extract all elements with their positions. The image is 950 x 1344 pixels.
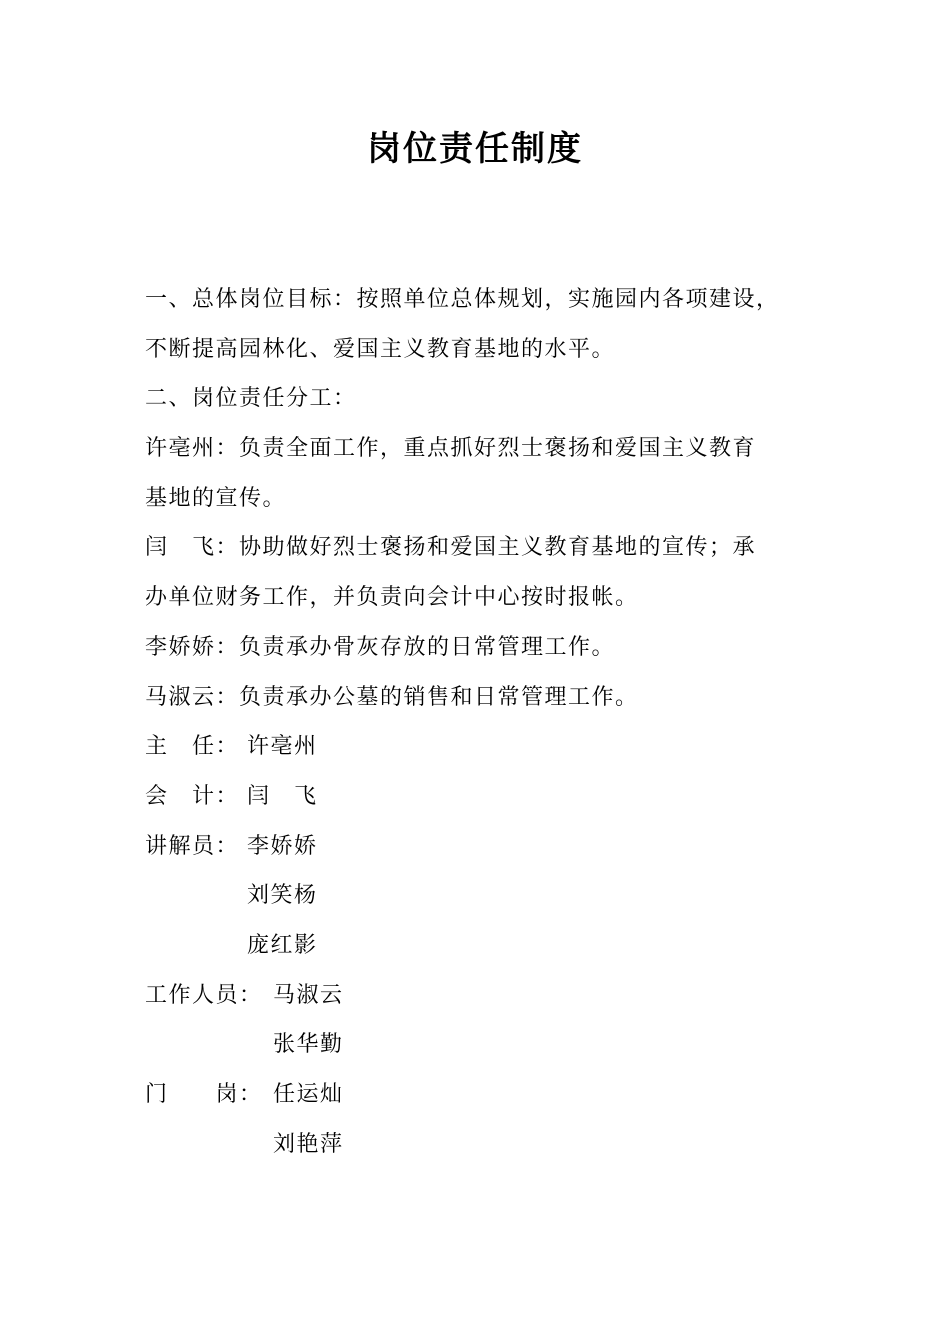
role-accountant — [145, 772, 815, 822]
role-name: 马淑云 — [273, 982, 344, 1008]
duty-yan-line-1: 闫 飞：协助做好烈士褒扬和爱国主义教育基地的宣传；承 — [145, 535, 757, 561]
duty-li-line-1: 李娇娇：负责承办骨灰存放的日常管理工作。 — [145, 634, 616, 660]
division-heading: 二、岗位责任分工： — [145, 386, 357, 412]
duty-yan-line-2: 办单位财务工作，并负责向会计中心按时报帐。 — [145, 585, 639, 611]
role-name: 许亳州 — [247, 734, 318, 760]
role-staff — [145, 971, 815, 1021]
document-body — [145, 275, 815, 1169]
role-guide-name-3: 庞红影 — [247, 932, 318, 958]
role-gate-name-2: 刘艳萍 — [273, 1131, 344, 1157]
role-name: 任运灿 — [273, 1082, 344, 1107]
role-name: 闫 飞 — [247, 783, 318, 809]
role-label: 门 岗： — [145, 1082, 263, 1107]
document-title: 岗位责任制度 — [367, 129, 583, 169]
role-guide — [145, 822, 815, 872]
role-label: 主 任： — [145, 734, 240, 760]
duty-ma-line-1: 马淑云：负责承办公墓的销售和日常管理工作。 — [145, 684, 639, 710]
role-name: 李娇娇 — [247, 833, 318, 859]
role-label: 会 计： — [145, 783, 240, 809]
role-gate — [145, 1070, 815, 1120]
role-label: 讲解员： — [145, 833, 240, 859]
role-staff-name-2: 张华勤 — [273, 1032, 344, 1058]
role-guide-name-2: 刘笑杨 — [247, 883, 318, 909]
role-director — [145, 722, 815, 772]
duty-xu-line-1: 许亳州：负责全面工作，重点抓好烈士褒扬和爱国主义教育 — [145, 436, 757, 462]
goal-line-1: 一、总体岗位目标：按照单位总体规划，实施园内各项建设， — [145, 287, 780, 312]
duty-xu-line-2: 基地的宣传。 — [145, 485, 287, 511]
goal-line-2: 不断提高园林化、爱国主义教育基地的水平。 — [145, 336, 616, 362]
role-label: 工作人员： — [145, 982, 263, 1008]
